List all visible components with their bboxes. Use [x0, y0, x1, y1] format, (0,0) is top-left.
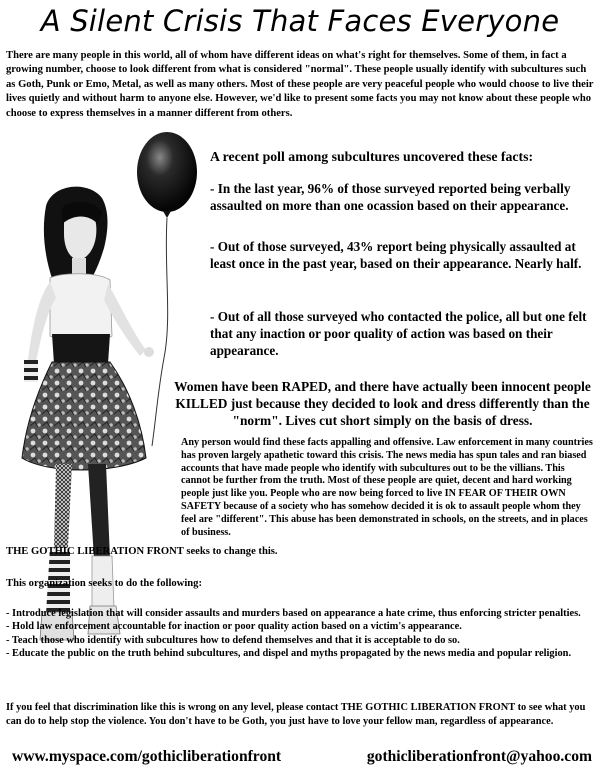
- poll-fact-verbal: - In the last year, 96% of those surveyed reported being verbally assaulted on more than one ocassion based on their appearance.: [210, 181, 571, 213]
- email-link[interactable]: gothicliberationfront@yahoo.com: [366, 748, 592, 765]
- goals-list: [6, 607, 594, 661]
- flyer-title: A Silent Crisis That Faces Everyone: [40, 4, 560, 38]
- list-item: - Teach those who identify with subcultures how to defend themselves and that it is acceptable to do so.: [6, 634, 460, 646]
- website-link[interactable]: www.myspace.com/gothicliberationfront: [12, 748, 282, 765]
- list-item: - Hold law enforcement accountable for inaction or poor quality action based on a victim's appearance.: [6, 621, 462, 633]
- closing-paragraph: If you feel that discrimination like this is wrong on any level, please contact THE GOTHIC LIBERATION FRONT to see what you can do to help stop the violence. You don't have to be Goth, you just have to love your fellow man, regardless of appearance.: [6, 702, 586, 727]
- body-paragraph: Any person would find these facts appalling and offensive. Law enforcement in many countries has proven largely apathetic toward this crisis. The news media has spun tales and ran biased accounts that have made people who identify with subcultures out to be the villians. This cannot be further from the truth. Most of these people are quiet, decent and hard working people just like you. People who are now being forced to live IN FEAR OF THEIR OWN SAFETY because of a society who has somehow decided it is ok to assault people whom they feel are "different". This abuse has been demonstrated in schools, on the streets, and in places of business.: [181, 437, 593, 538]
- poll-fact-physical: - Out of those surveyed, 43% report being physically assaulted at least once in the past year, based on their appearance. Nearly half.: [210, 239, 582, 271]
- women-statement: Women have been RAPED, and there have actually been innocent people KILLED just because they decided to look and dress differently than the "norm". Lives cut short simply on the basis of dress.: [174, 379, 591, 428]
- poll-heading: A recent poll among subcultures uncovered these facts:: [210, 149, 534, 164]
- poll-fact-police: - Out of all those surveyed who contacted the police, all but one felt that any inaction or poor quality of action was based on their appearance.: [210, 309, 587, 358]
- girl-figure: [22, 187, 154, 640]
- list-item: - Educate the public on the truth behind subcultures, and dispel and myths propagated by the news media and popular religion.: [6, 648, 572, 660]
- contact-footer: [12, 748, 592, 766]
- glf-mission-line: THE GOTHIC LIBERATION FRONT seeks to change this.: [6, 546, 278, 557]
- intro-paragraph: There are many people in this world, all of whom have different ideas on what's right for themselves. Some of them, in fact a growing number, choose to look different from what is considered "normal". These people usually identify with subcultures such as Goth, Punk or Emo, Metal, as well as many others. Most of these people are very peaceful people who would choose to live their lives quietly and without harm to anyone else. However, we'd like to present some facts you may not know about these people who choose to express themselves in a manner different from others.: [6, 50, 594, 119]
- organization-goals-intro: This organization seeks to do the following:: [6, 578, 202, 589]
- list-item: - Introduce legislation that will consider assaults and murders based on appearance a hate crime, thus enforcing stricter penalties.: [6, 608, 581, 619]
